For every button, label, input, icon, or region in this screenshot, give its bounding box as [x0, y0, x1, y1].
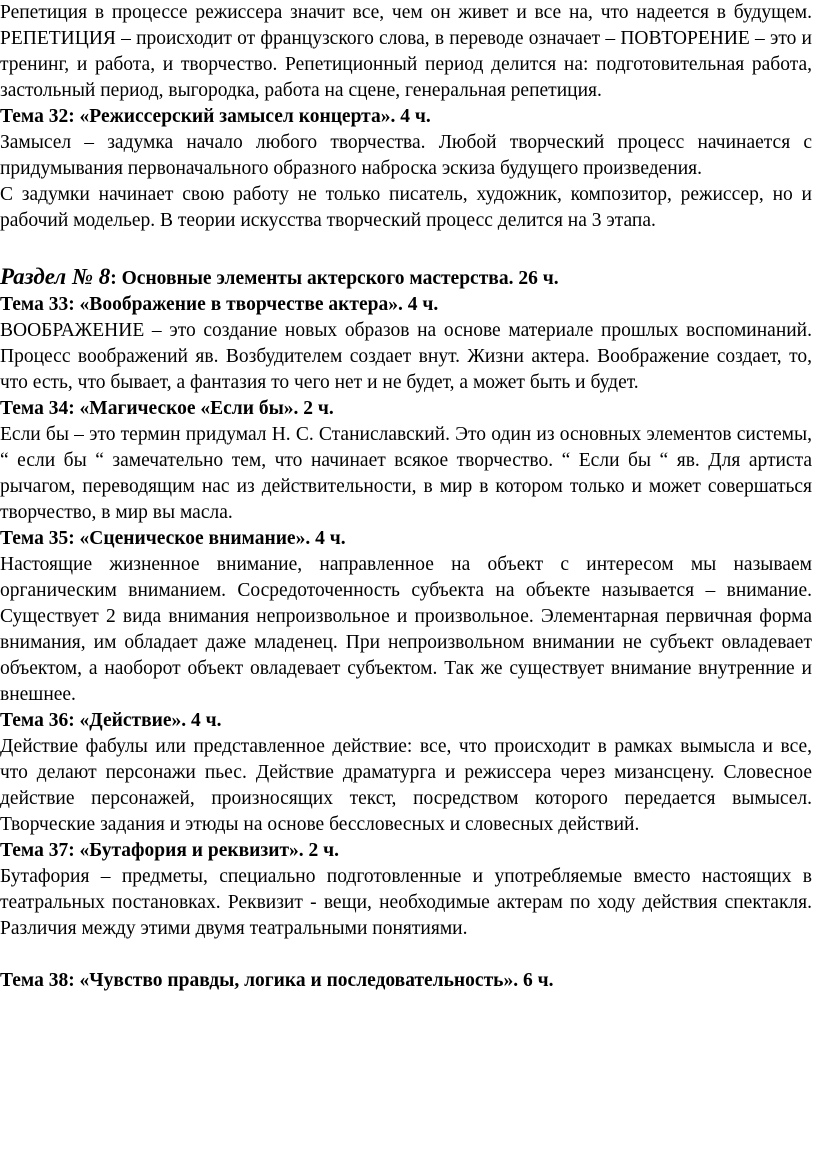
topic-32-paragraph-2: С задумки начинает свою работу не только писатель, художник, композитор, режиссер, но и рабочий модельер. В теории искусства творческий процесс делится на 3 этапа. — [0, 184, 812, 231]
topic-36-title: Тема 36: «Действие». 4 ч. — [0, 710, 222, 731]
topic-34-paragraph: Если бы – это термин придумал Н. С. Станиславский. Это один из основных элементов системы, “ если бы “ замечательно тем, что начинает всякое творчество. “ Если бы “ яв. Для артиста рычагом, переводящим нас из действительности, в мир в котором только и может совершаться творчество, в мир вы масла. — [0, 424, 812, 523]
topic-34-title: Тема 34: «Магическое «Если бы». 2 ч. — [0, 398, 334, 419]
topic-36-paragraph: Действие фабулы или представленное действие: все, что происходит в рамках вымысла и все, что делают персонажи пьес. Действие драматурга и режиссера через мизансцену. Словесное действие персонажей, произносящих текст, посредством которого передается вымысел. Творческие задания и этюды на основе бессловесных и словесных действий. — [0, 736, 812, 835]
topic-32-paragraph-1: Замысел – задумка начало любого творчества. Любой творческий процесс начинается с придумывания первоначального образного наброска эскиза будущего произведения. — [0, 132, 812, 179]
section-8-number: Раздел № 8 — [0, 264, 111, 289]
topic-37-paragraph: Бутафория – предметы, специально подготовленные и употребляемые вместо настоящих в театральных постановках. Реквизит - вещи, необходимые актерам по ходу действия спектакля. Различия между этими двумя театральными понятиями. — [0, 866, 812, 939]
topic-38-title: Тема 38: «Чувство правды, логика и последовательность». 6 ч. — [0, 970, 554, 991]
topic-35-title: Тема 35: «Сценическое внимание». 4 ч. — [0, 528, 346, 549]
section-8-title: : Основные элементы актерского мастерства. 26 ч. — [110, 268, 559, 289]
intro-paragraph: Репетиция в процессе режиссера значит все, чем он живет и все на, что надеется в будущем. РЕПЕТИЦИЯ – происходит от французского слова, в переводе означает – ПОВТОРЕНИЕ – это и тренинг, и работа, и творчество. Репетиционный период делится на: подготовительная работа, застольный период, выгородка, работа на сцене, генеральная репетиция. — [0, 2, 812, 101]
topic-33-title: Тема 33: «Воображение в творчестве актера». 4 ч. — [0, 294, 439, 315]
spacer — [0, 234, 812, 264]
spacer — [0, 942, 812, 968]
topic-32-title: Тема 32: «Режиссерский замысел концерта». 4 ч. — [0, 106, 431, 127]
topic-35-paragraph: Настоящие жизненное внимание, направленное на объект с интересом мы называем органическим вниманием. Сосредоточенность субъекта на объекте называется – внимание. Существует 2 вида внимания непроизвольное и произвольное. Элементарная первичная форма внимания, им обладает даже младенец. При непроизвольном внимании не субъект овладевает объектом, а наоборот объект овладевает субъектом. Так же существует внимание внутренние и внешнее. — [0, 554, 812, 705]
topic-33-paragraph: ВООБРАЖЕНИЕ – это создание новых образов на основе материале прошлых воспоминаний. Процесс воображений яв. Возбудителем создает внут. Жизни актера. Воображение создает, то, что есть, что бывает, а фантазия то чего нет и не будет, а может быть и будет. — [0, 320, 812, 393]
section-8-heading — [0, 264, 812, 292]
topic-37-title: Тема 37: «Бутафория и реквизит». 2 ч. — [0, 840, 340, 861]
